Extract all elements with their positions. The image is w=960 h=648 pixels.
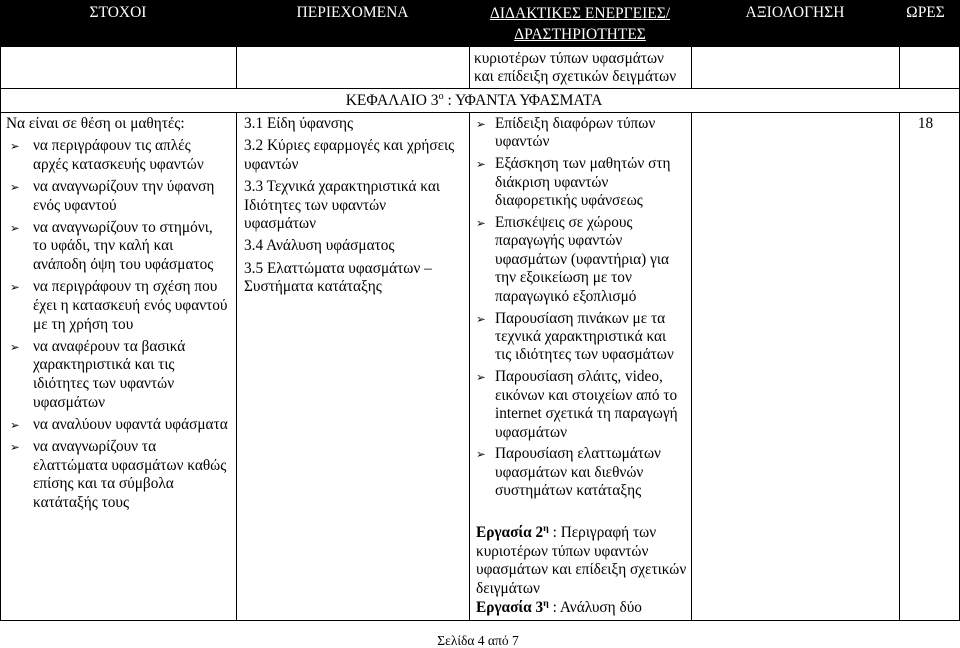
continuation-line: κυριοτέρων τύπων υφασμάτων — [474, 50, 664, 67]
objective-line: το υφάδι, την καλή και — [33, 237, 174, 255]
objective-line: έχει η κατασκευή ενός υφαντού — [33, 296, 228, 314]
activity-line: Παρουσίαση ελαττωμάτων — [495, 445, 661, 463]
objective-line: υφασμάτων — [33, 393, 106, 411]
contents-item — [244, 115, 454, 134]
header-assessment: ΑΞΙΟΛΟΓΗΣΗ — [745, 4, 845, 21]
contents-line: υφασμάτων — [244, 215, 317, 233]
column-rule — [899, 47, 900, 88]
arrowhead-bullet-icon — [10, 438, 20, 457]
contents-line: υφαντών — [244, 155, 299, 173]
arrowhead-bullet-icon — [476, 155, 486, 173]
objective-line: να περιγράφουν τη σχέση που — [33, 278, 218, 296]
activity-line: διάκριση υφαντών — [495, 173, 609, 191]
activity-line: Παρουσίαση πινάκων με τα — [495, 309, 666, 327]
task-label: Εργασία 3 — [476, 598, 544, 616]
contents-line: 3.3 Τεχνικά χαρακτηριστικά και — [244, 177, 440, 195]
continuation-activities-cell — [474, 50, 676, 85]
objective-line: ελαττώματα υφασμάτων καθώς — [33, 456, 227, 474]
activity-line: υφαντών — [495, 133, 550, 151]
objective-item — [6, 438, 228, 513]
row-rule — [0, 112, 960, 113]
chapter-title-superscript: ο — [438, 90, 444, 102]
contents-line: 3.5 Ελαττώματα υφασμάτων – — [244, 259, 432, 277]
task-text: : Ανάλυση δύο — [548, 598, 642, 616]
objective-line: αρχές κατασκευής υφαντών — [33, 155, 204, 173]
chapter-title — [0, 91, 948, 110]
arrowhead-bullet-icon — [476, 214, 486, 232]
arrowhead-bullet-icon — [10, 178, 20, 197]
contents-item — [244, 137, 454, 174]
continuation-line: και επίδειξη σχετικών δειγμάτων — [474, 67, 677, 85]
header-objectives: ΣΤΟΧΟΙ — [89, 4, 147, 21]
objective-line: να αναλύουν υφαντά υφάσματα — [33, 415, 228, 433]
activity-line: διαφορετικής υφάνσεως — [495, 192, 643, 210]
objective-item — [6, 416, 228, 435]
objective-line: ιδιότητες των υφαντών — [33, 375, 175, 393]
objective-line: κατάταξής τους — [33, 493, 130, 511]
objective-line: να αναγνωρίζουν την ύφανση — [33, 177, 215, 195]
activity-line: υφασμάτων και διεθνών — [495, 463, 644, 481]
activity-item — [476, 155, 678, 210]
page-number: Σελίδα 4 από 7 — [437, 633, 519, 648]
activities-cell — [476, 115, 678, 501]
column-rule — [691, 47, 692, 88]
activity-line: υφασμάτων — [495, 423, 568, 441]
objective-line: με τη χρήση του — [33, 315, 134, 333]
objective-item — [6, 137, 228, 174]
contents-line: 3.1 Είδη ύφανσης — [244, 115, 354, 132]
arrowhead-bullet-icon — [10, 338, 20, 357]
header-activities-line-2: ΔΡΑΣΤΗΡΙΟΤΗΤΕΣ — [514, 26, 646, 43]
activity-line: Εξάσκηση των μαθητών στη — [495, 155, 671, 173]
task-label-superscript: η — [543, 522, 549, 534]
objective-item — [6, 278, 228, 334]
arrowhead-bullet-icon — [10, 219, 20, 238]
hours-value: 18 — [917, 115, 934, 132]
objective-line: επίσης και τα σύμβολα — [33, 475, 174, 493]
table-bottom-border — [0, 620, 960, 621]
activity-line: εικόνων και στοιχείων από το — [495, 386, 678, 404]
column-rule — [469, 47, 470, 88]
task-label: Εργασία 2 — [476, 524, 544, 541]
table-left-border — [0, 47, 1, 621]
objective-line: να περιγράφουν τις απλές — [33, 137, 191, 155]
arrowhead-bullet-icon — [476, 115, 486, 133]
activity-line: συστημάτων κατάταξης — [495, 482, 642, 500]
row-rule — [0, 88, 960, 89]
arrowhead-bullet-icon — [476, 368, 486, 386]
arrowhead-bullet-icon — [10, 416, 20, 435]
activity-line: υφασμάτων (υφαντήρια) για — [495, 250, 669, 268]
column-rule — [236, 112, 237, 620]
task-heading — [476, 599, 686, 618]
contents-line: Ιδιότητες των υφαντών — [244, 196, 387, 214]
tasks-block — [476, 524, 686, 618]
header-hours: ΩΡΕΣ — [906, 4, 945, 21]
task-text: : Περιγραφή των — [548, 524, 657, 541]
contents-line: Συστήματα κατάταξης — [244, 278, 382, 296]
header-activities-line-1: ΔΙΔΑΚΤΙΚΕΣ ΕΝΕΡΓΕΙΕΣ/ — [489, 5, 671, 22]
activity-item — [476, 368, 678, 442]
contents-item — [244, 178, 454, 234]
objective-item — [6, 219, 228, 275]
contents-line: 3.2 Κύριες εφαρμογές και χρήσεις — [244, 137, 455, 155]
contents-item — [244, 260, 454, 297]
activity-line: την εξοικείωση με τον — [495, 269, 632, 287]
activity-line: τεχνικά χαρακτηριστικά και — [495, 327, 667, 345]
task-heading — [476, 524, 686, 543]
header-contents: ΠΕΡΙΕΧΟΜΕΝΑ — [296, 4, 409, 21]
objective-line: χαρακτηριστικά και τις — [33, 356, 175, 374]
task-line: δειγμάτων — [476, 580, 540, 598]
objective-line: να αναγνωρίζουν τα — [33, 438, 157, 455]
activity-line: παραγωγής υφαντών — [495, 232, 623, 250]
objective-item — [6, 338, 228, 413]
activity-item — [476, 115, 678, 152]
contents-line: 3.4 Ανάλυση υφάσματος — [244, 237, 395, 255]
header-activities — [469, 3, 691, 45]
chapter-title-prefix: ΚΕΦΑΛΑΙΟ 3 — [345, 92, 439, 109]
objective-line: να αναφέρουν τα βασικά — [33, 337, 186, 355]
objectives-cell — [6, 115, 228, 513]
task-label-superscript: η — [543, 597, 549, 609]
arrowhead-bullet-icon — [10, 278, 20, 297]
column-rule — [469, 112, 470, 620]
activity-line: Επισκέψεις σε χώρους — [495, 214, 633, 232]
chapter-title-suffix: : ΥΦΑΝΤΑ ΥΦΑΣΜΑΤΑ — [443, 92, 603, 109]
activity-item — [476, 310, 678, 365]
task-line: υφασμάτων και επίδειξη σχετικών — [476, 561, 687, 579]
arrowhead-bullet-icon — [10, 137, 20, 156]
task-line: κυριοτέρων τύπων υφαντών — [476, 542, 649, 560]
column-rule — [899, 112, 900, 620]
activity-line: τις ιδιότητες των υφασμάτων — [495, 346, 674, 364]
column-rule — [691, 112, 692, 620]
column-rule — [236, 47, 237, 88]
activity-line: Παρουσίαση σλάιτς, video, — [495, 368, 663, 386]
arrowhead-bullet-icon — [476, 445, 486, 463]
contents-cell — [244, 115, 454, 297]
activity-line: Επίδειξη διαφόρων τύπων — [495, 115, 656, 132]
objective-line: να αναγνωρίζουν το στημόνι, — [33, 218, 213, 236]
contents-item — [244, 237, 454, 256]
objectives-intro: Να είναι σε θέση οι μαθητές: — [6, 115, 185, 132]
activity-item — [476, 214, 678, 306]
activity-line: internet σχετικά τη παραγωγή — [495, 405, 678, 423]
objective-line: ανάποδη όψη του υφάσματος — [33, 256, 214, 274]
objective-item — [6, 178, 228, 215]
activity-item — [476, 445, 678, 500]
activity-line: παραγωγικό εξοπλισμό — [495, 287, 637, 305]
arrowhead-bullet-icon — [476, 310, 486, 328]
objective-line: ενός υφαντού — [33, 196, 117, 214]
